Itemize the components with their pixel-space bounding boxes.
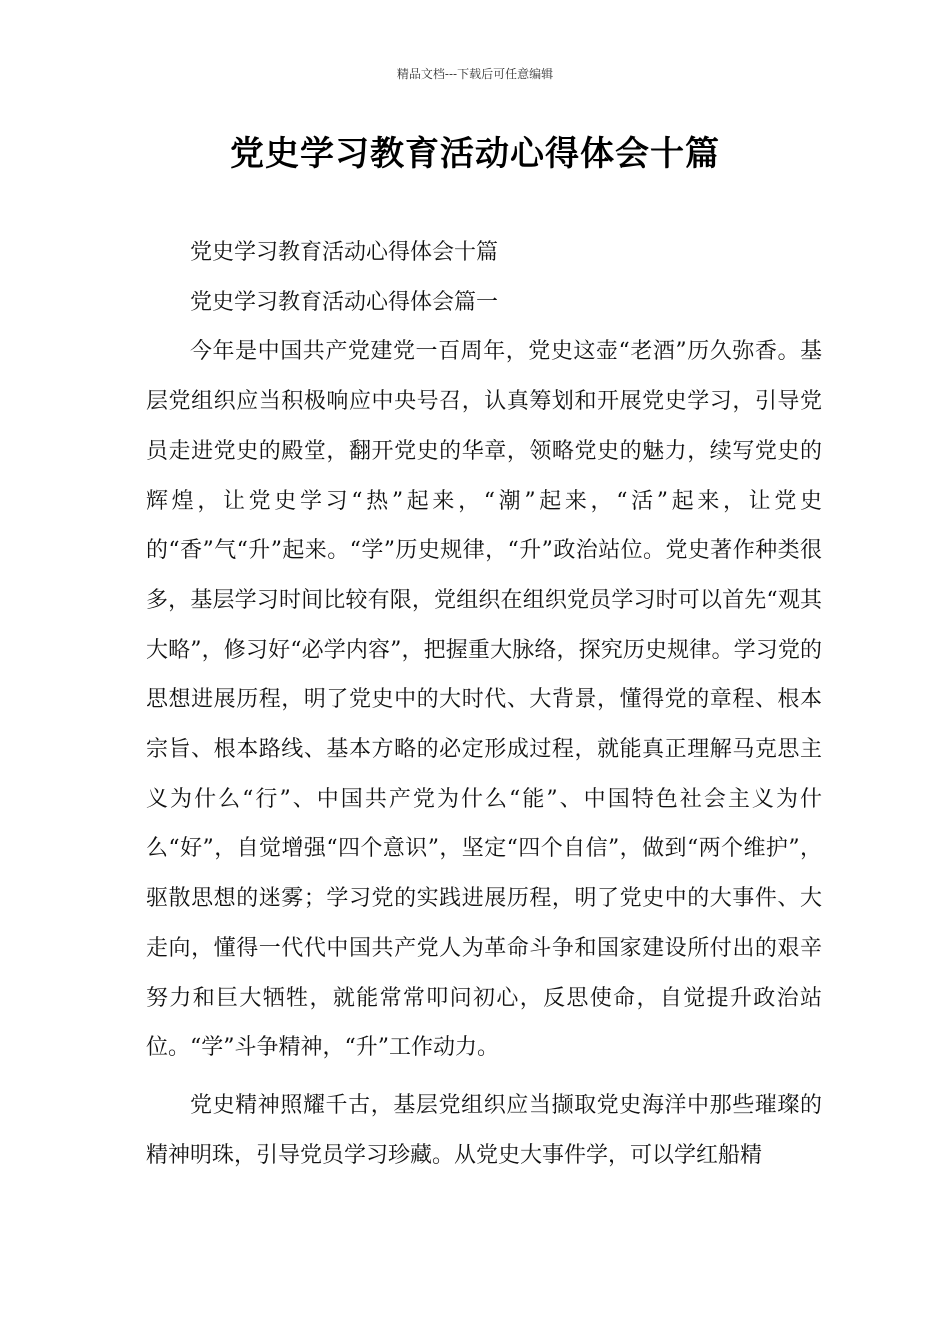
document-title: 党史学习教育活动心得体会十篇 [230,134,720,174]
document-body [146,228,822,1180]
body-paragraph: 党史精神照耀千古，基层党组织应当撷取党史海洋中那些璀璨的精神明珠，引导党员学习珍藏。从党史大事件学，可以学红船精 [146,1092,822,1168]
body-paragraph: 党史学习教育活动心得体会十篇 [190,240,499,265]
body-paragraph: 党史学习教育活动心得体会篇一 [190,289,499,315]
body-paragraph: 今年是中国共产党建党一百周年，党史这壶“老酒”历久弥香。基层党组织应当积极响应中央号召，认真筹划和开展党史学习，引导党员走进党史的殿堂，翻开党史的华章，领略党史的魅力，续写党史的辉煌，让党史学习“热”起来，“潮”起来，“活”起来，让党史的“香”气“升”起来。“学”历史规律，“升”政治站位。党史著作种类很多，基层学习时间比较有限，党组织在组织党员学习时可以首先“观其大略”，修习好“必学内容”，把握重大脉络，探究历史规律。学习党的思想进展历程，明了党史中的大时代、大背景，懂得党的章程、根本宗旨、根本路线、基本方略的必定形成过程，就能真正理解马克思主义为什么“行”、中国共产党为什么“能”、中国特色社会主义为什么“好”，自觉增强“四个意识”，坚定“四个自信”，做到“两个维护”，驱散思想的迷雾；学习党的实践进展历程，明了党史中的大事件、大走向，懂得一代代中国共产党人为革命斗争和国家建设所付出的艰辛努力和巨大牺牲，就能常常叩问初心，反思使命，自觉提升政治站位。“学”斗争精神，“升”工作动力。 [146,339,822,1061]
page-header: 精品文档---下载后可任意编辑 [396,67,554,81]
